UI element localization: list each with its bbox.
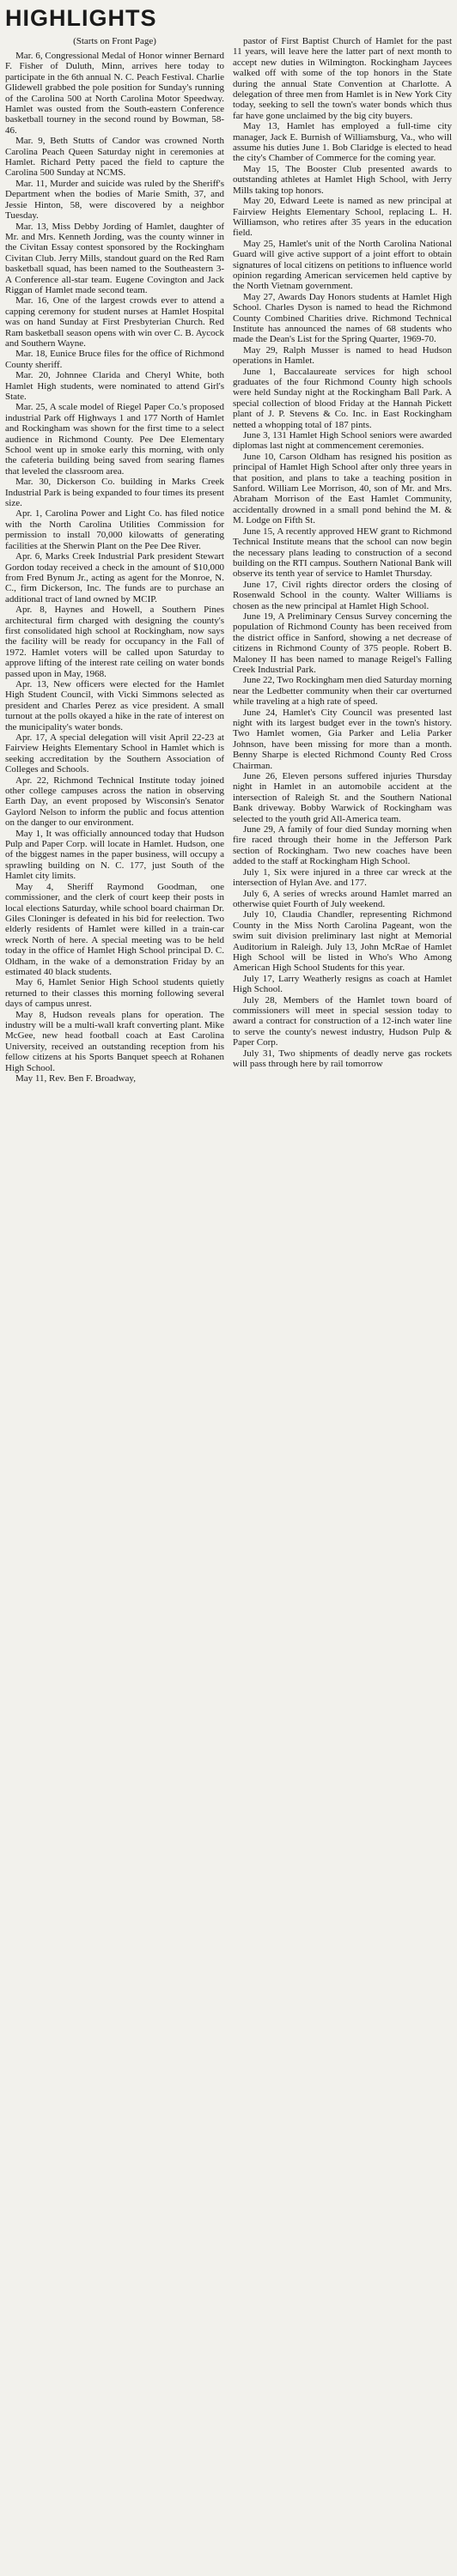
right-entry: July 17, Larry Weatherly resigns as coach at Hamlet High School. [233, 973, 452, 995]
left-entry: Mar. 16, One of the largest crowds ever to attend a capping ceremony for student nurses at Hamlet Hospital was on hand Sunday at First Presbyterian Church. Red Ram basketball season opens with win over C. B. Aycock and Southern Wayne. [5, 295, 224, 349]
left-entry: Mar. 6, Congressional Medal of Honor winner Bernard F. Fisher of Duluth, Minn, arrives here today to participate in the 6th annual N. C. Peach Festival. Charlie Glidewell grabbed the pole position for Sunday's running of the Carolina 500 at North Carolina Motor Speedway. Hamlet was ousted from the South-eastern Conference basketball tourney in the second round by Bowman, 58-46. [5, 51, 224, 136]
left-entry: Apr. 6, Marks Creek Industrial Park president Stewart Gordon today received a check in the amount of $10,000 from Fred Bynum Jr., acting as agent for the Monroe, N. C., firm Dickerson, Inc. The funds are to purchase an additional tract of land owned by MCIP. [5, 551, 224, 605]
left-entry: Mar. 30, Dickerson Co. building in Marks Creek Industrial Park is being expanded to four times its present size. [5, 477, 224, 509]
right-entry: pastor of First Baptist Church of Hamlet for the past 11 years, will leave here the latter part of next month to accept new duties in Wilmington. Rockingham Jaycees walked off with some of the top honors in the State during the annual State Convention at Charlotte. A delegation of three men from Hamlet is in New York City today, seeking to sell the town's water bonds which thus far have gone unclaimed by the big city buyers. [233, 36, 452, 121]
right-entry: July 6, A series of wrecks around Hamlet marred an otherwise quiet Fourth of July weekend. [233, 888, 452, 909]
left-column-body [5, 51, 224, 1084]
right-entry: June 10, Carson Oldham has resigned his position as principal of Hamlet High School after only three years in that position, and plans to take a teaching position in Sanford. William Lee Morrison, 40, son of Mr. and Mrs. Abraham Morrison of the East Hamlet Community, accidentally drowned in a small pond behind the M. & M. Lodge on Fifth St. [233, 451, 452, 526]
right-entry: June 24, Hamlet's City Council was presented last night with its largest budget ever in the town's history. Two Hamlet women, Gia Parker and Lelia Parker Johnson, have been missing for more than a month. Benny Sharpe is elected Richmond County Red Cross Chairman. [233, 707, 452, 771]
right-entry: June 1, Baccalaureate services for high school graduates of the four Richmond County high schools were held Sunday night at the Rockingham Ball Park. A special collection of blood Friday at the Hannah Pickett plant of J. P. Stevens & Co. Inc. in East Rockingham netted a whopping total of 187 pints. [233, 366, 452, 430]
left-entry: May 6, Hamlet Senior High School students quietly returned to their classes this morning following several days of campus unrest. [5, 977, 224, 1010]
right-entry: June 15, A recently approved HEW grant to Richmond Technical Institute means that the school can now begin the necessary plans leading to construction of a second building on the RTI campus. Southern National Bank will observe its tenth year of service to Hamlet Thursday. [233, 526, 452, 580]
left-entry: May 1, It was officially announced today that Hudson Pulp and Paper Corp. will locate in Hamlet. Hudson, one of the biggest names in the paper business, will occupy a sprawling building on N. C. 177, just South of the Hamlet city limits. [5, 828, 224, 882]
right-entry: June 19, A Preliminary Census Survey concerning the population of Richmond County has been received from the district office in Sanford, showing a net decrease of citizens in Richmond County of 375 people. Robert B. Maloney II has been named to manage Reigel's Falling Creek Industrial Park. [233, 611, 452, 675]
left-entry: Mar. 9, Beth Stutts of Candor was crowned North Carolina Peach Queen Saturday night in ceremonies at Hamlet. Richard Petty paced the field to capture the Carolina 500 Sunday at NCMS. [5, 136, 224, 179]
right-entry: June 29, A family of four died Sunday morning when fire raced through their home in the Jefferson Park section of Rockingham. Two new coaches have been added to the staff at Rockingham High School. [233, 824, 452, 867]
right-entry: June 26, Eleven persons suffered injuries Thursday night in Hamlet in an automobile accident at the intersection of Raleigh St. and the Southern National Bank driveway. Bobby Warwick of Rockingham was selected to the youth grid All-America team. [233, 771, 452, 824]
left-entry: Mar. 11, Murder and suicide was ruled by the Sheriff's Department when the bodies of Marie Smith, 37, and Jessie Hinton, 58, were discovered by a neighbor Tuesday. [5, 178, 224, 222]
jump-line: (Starts on Front Page) [73, 36, 156, 46]
right-entry: May 20, Edward Leete is named as new principal at Fairview Heights Elementary School, replacing L. H. Williamson, who retires after 35 years in the education field. [233, 196, 452, 239]
left-entry: Mar. 18, Eunice Bruce files for the office of Richmond County sheriff. [5, 349, 224, 370]
right-entry: July 1, Six were injured in a three car wreck at the intersection of Hylan Ave. and 177. [233, 866, 452, 889]
left-entry: May 4, Sheriff Raymond Goodman, one commissioner, and the clerk of court keep their posts in local elections Saturday, while school board chairman Dr. Giles Cloninger is defeated in his bid for reelection. Two elderly residents of Hamlet were killed in a train-car wreck North of here. A special meeting was to be held today in the office of Hamlet High School principal D. C. Oldham, in the wake of a demonstration Friday by an estimated 40 black students. [5, 881, 224, 977]
right-entry: July 31, Two shipments of deadly nerve gas rockets will pass through here by rail tomorrow [233, 1048, 452, 1069]
left-entry: Mar. 25, A scale model of Riegel Paper Co.'s proposed industrial Park off Highways 1 and 177 North of Hamlet and Rockingham was shown for the first time to a select audience in Richmond County. Pee Dee Elementary School went up in smoke early this morning, with only the cafeteria building being saved from searing flames that leveled the classroom area. [5, 402, 224, 477]
right-entry: May 25, Hamlet's unit of the North Carolina National Guard will give active support of a joint effort to obtain signatures of local citizens on petitions to influence world opinion regarding American servicemen held captive by the North Vietnam government. [233, 238, 452, 292]
left-entry: Mar. 20, Johnnee Clarida and Cheryl White, both Hamlet High students, were nominated to attend Girl's State. [5, 370, 224, 402]
left-entry: Apr. 8, Haynes and Howell, a Southern Pines architectural firm charged with designing the county's first consolidated high school at Rockingham, now says the facility will be ready for occupancy in the Fall of 1972. Hamlet voters will be called upon Saturday to approve lifting of the interest rate ceiling on water bonds passed upon in May, 1968. [5, 605, 224, 679]
right-entry: May 29, Ralph Musser is named to head Hudson operations in Hamlet. [233, 344, 452, 367]
left-entry: Apr. 17, A special delegation will visit April 22-23 at Fairview Heights Elementary School in Hamlet which is seeking accreditation by the Southern Association of Colleges and Schools. [5, 732, 224, 775]
right-entry: May 15, The Booster Club presented awards to outstanding athletes at Hamlet High School, with Jerry Mills taking top honors. [233, 163, 452, 196]
right-entry: May 13, Hamlet has employed a full-time city manager, Jack E. Burnish of Williamsburg, Va., who will assume his duties June 1. Bob Claridge is elected to head the city's Chamber of Commerce for the coming year. [233, 121, 452, 164]
left-entry: Apr. 22, Richmond Technical Institute today joined other college campuses across the nation in observing Earth Day, an event proposed by Wisconsin's Senator Gaylord Nelson to inform the public and focus attention on the danger to our environment. [5, 775, 224, 829]
right-entry: June 22, Two Rockingham men died Saturday morning near the Ledbetter community when their car overturned while traveling at a high rate of speed. [233, 675, 452, 708]
right-entry: June 17, Civil rights director orders the closing of Rosenwald School in the county. Walter Williams is chosen as the new principal at Hamlet High School. [233, 579, 452, 611]
right-entry: July 10, Claudia Chandler, representing Richmond County in the Miss North Carolina Pageant, won the swim suit division preliminary last night at Memorial Auditorium in Raleigh. July 13, John McRae of Hamlet High School will be listed in Who's Who Among American High School Students for this year. [233, 909, 452, 974]
right-column-body [233, 36, 452, 1069]
left-entry: May 8, Hudson reveals plans for operation. The industry will be a multi-wall kraft converting plant. Mike McGee, new head football coach at East Carolina University, received an outstanding reception from his fellow citizens at his Sports Banquet speech at Rohanen High School. [5, 1009, 224, 1073]
right-column [233, 36, 452, 1084]
left-entry: Mar. 13, Miss Debby Jording of Hamlet, daughter of Mr. and Mrs. Kenneth Jording, was the county winner in the Civitan Essay contest sponsored by the Rockingham Civitan Club. Jerry Mills, standout guard on the Red Ram basketball squad, has been named to the Southeastern 3-A Conference all-star team. Eugene Covington and Jack Riggan of Hamlet made second team. [5, 221, 224, 295]
right-entry: July 28, Members of the Hamlet town board of commissioners will meet in special session today to award a contract for construction of a 12-inch water line to serve the county's newest industry, Hudson Pulp & Paper Corp. [233, 994, 452, 1048]
left-entry: Apr. 1, Carolina Power and Light Co. has filed notice with the North Carolina Utilities Commission for permission to install 70,000 kilowatts of generating facilities at the Sherwin Plant on the Pee Dee River. [5, 508, 224, 551]
article-columns [5, 36, 452, 1084]
right-entry: May 27, Awards Day Honors students at Hamlet High School. Charles Dyson is named to head the Richmond County Combined Charities drive. Richmond Technical Institute has announced the names of 68 students who made the Dean's List for the Spring Quarter, 1969-70. [233, 291, 452, 345]
left-entry: May 11, Rev. Ben F. Broadway, [15, 1073, 136, 1084]
left-entry: Apr. 13, New officers were elected for the Hamlet High Student Council, with Vicki Simmons selected as president and Charles Perez as vice president. A small turnout at the polls okayed a hike in the rate of interest on the municipality's water bonds. [5, 678, 224, 732]
page-title: HIGHLIGHTS [5, 5, 157, 31]
left-column [5, 36, 224, 1084]
right-entry: June 3, 131 Hamlet High School seniors were awarded diplomas last night at commencement ceremonies. [233, 430, 452, 452]
